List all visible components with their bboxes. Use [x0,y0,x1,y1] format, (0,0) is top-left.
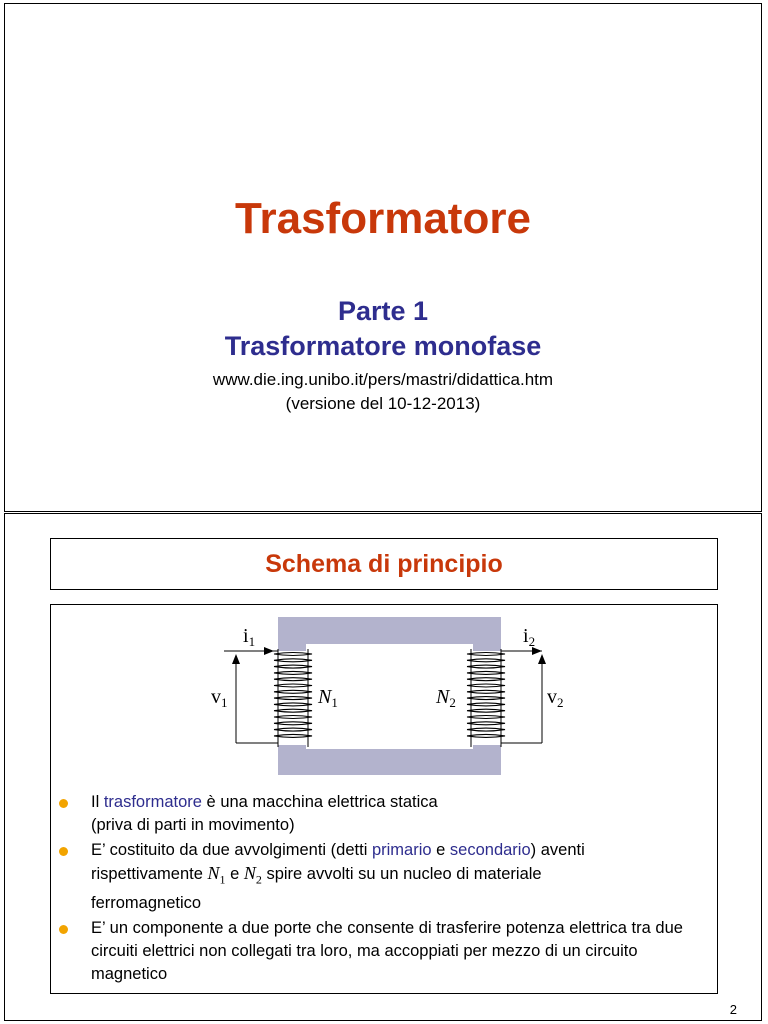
voltage1-label: $v_1$ [211,686,228,710]
current2-label: $i_2$ [523,625,536,649]
page-number: 2 [729,1002,737,1017]
turns2-label: $N_2$ [436,686,456,710]
current1-arrow [264,647,274,655]
course-url: www.die.ing.unibo.it/pers/mastri/didattica.htm [212,370,554,389]
voltage2-arrowhead [538,654,546,664]
voltage1-arrowhead [232,654,240,664]
symbol-n1: $N_1$ [207,863,226,887]
term-primario: primario [371,841,432,859]
slide-1 [4,3,762,512]
bullet-dot-icon [59,847,68,856]
turns1-label: $N_1$ [318,686,338,710]
primary-winding [274,649,312,747]
bullet-item: Il trasformatore è una macchina elettrica statica (priva di parti in movimento) [59,791,709,837]
slide-title: Trasformatore [235,194,531,243]
bullet-item: E’ un componente a due porte che consente di trasferire potenza elettrica tra due circuiti elettrici non collegati tra loro, ma accoppiati per mezzo di un circuito magnetico [59,917,709,986]
term-secondario: secondario [449,841,531,859]
magnetic-core [278,617,501,775]
bullet-dot-icon [59,799,68,808]
bullet-dot-icon [59,925,68,934]
transformer-diagram [208,612,564,782]
slide-title-box [50,538,718,590]
term-trasformatore: trasformatore [103,793,202,811]
slide-title: Schema di principio [265,549,503,578]
voltage2-label: $v_2$ [547,686,564,710]
current1-label: $i_1$ [243,625,256,649]
bullet-list [59,791,709,988]
slide-subtitle: Trasformatore monofase [224,331,542,361]
symbol-n2: $N_2$ [243,863,262,887]
slide-2 [4,513,762,1021]
part-label: Parte 1 [337,296,429,326]
bullet-item: E’ costituito da due avvolgimenti (detti primario e secondario) aventi rispettivamente $N_1$ e $N_2$ spire avvolti su un nucleo di materiale ferromagnetico [59,839,709,915]
version-note: (versione del 10-12-2013) [285,394,481,413]
content-box [50,604,718,994]
secondary-winding [467,649,505,747]
